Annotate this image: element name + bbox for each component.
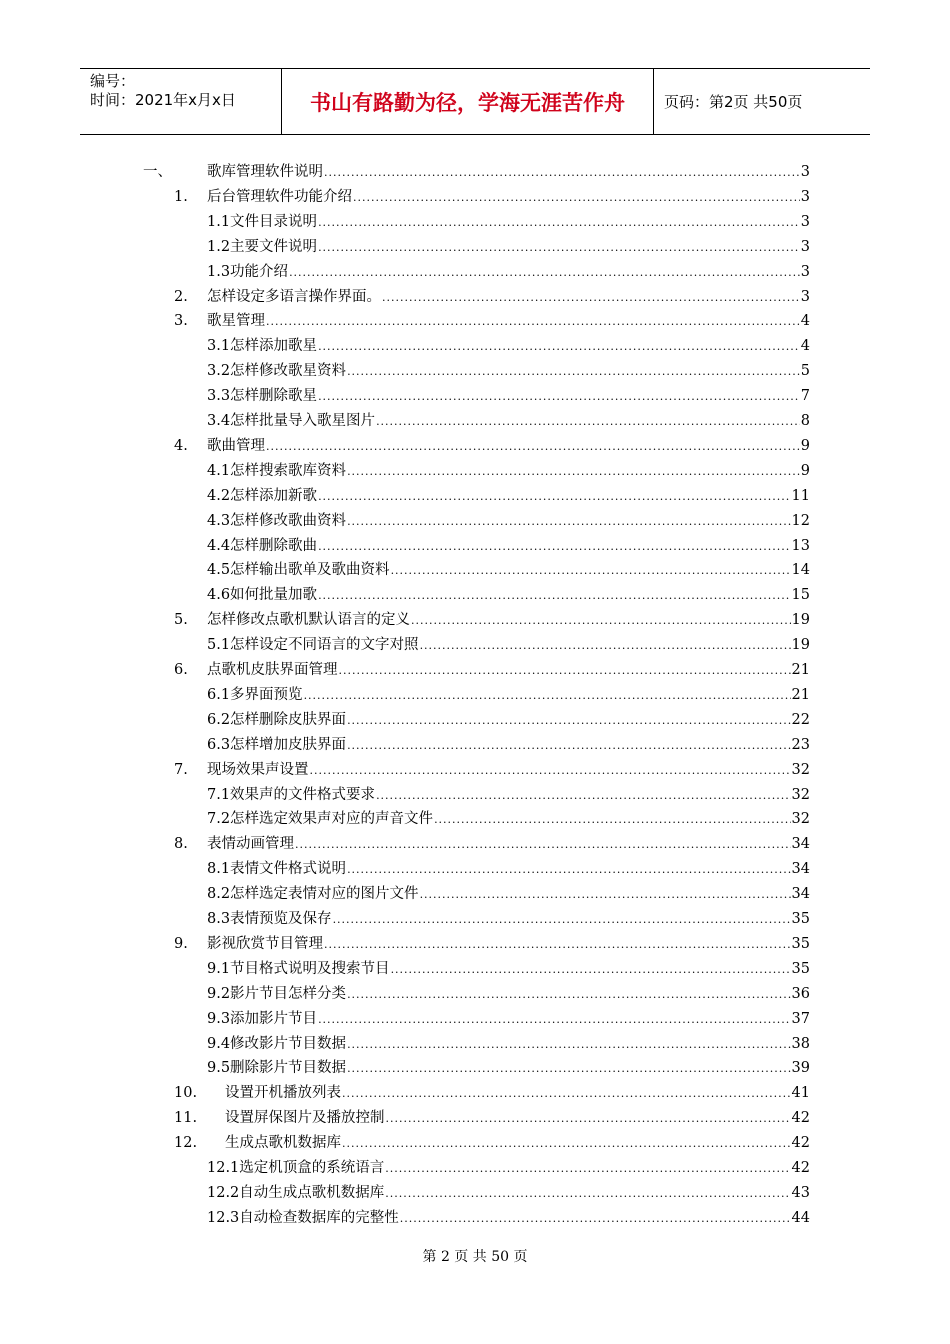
toc-dot-leader [400, 1207, 791, 1231]
toc-entry-title: 3.4怎样批量导入歌星图片 [207, 413, 376, 429]
toc-entry-title: 怎样设定多语言操作界面。 [207, 288, 381, 305]
toc-entry-title: 5.1怎样设定不同语言的文字对照 [207, 637, 419, 654]
toc-entry-title: 1.3功能介绍 [207, 263, 289, 280]
toc-entry-number: 1. [174, 188, 188, 205]
toc-entry-page: 39 [791, 1060, 810, 1077]
toc-dot-leader [386, 1107, 791, 1131]
toc-entry-number: 11. [174, 1110, 198, 1127]
toc-entry[interactable] [0, 783, 950, 807]
toc-entry[interactable] [0, 1032, 950, 1056]
toc-dot-leader [391, 559, 791, 583]
toc-entry-number: 6. [174, 662, 188, 678]
toc-entry-page: 36 [791, 985, 810, 1002]
toc-entry[interactable] [0, 235, 950, 259]
toc-entry-title: 4.3怎样修改歌曲资料 [207, 512, 347, 529]
toc-entry-page: 43 [791, 1184, 810, 1201]
toc-entry-page: 14 [791, 562, 810, 579]
toc-entry-page: 7 [800, 388, 810, 405]
toc-entry-page: 37 [791, 1010, 810, 1027]
toc-dot-leader [324, 933, 791, 957]
document-number-label: 编号： [90, 72, 136, 90]
toc-dot-leader [289, 261, 800, 285]
toc-entry-title: 7.1效果声的文件格式要求 [207, 786, 376, 803]
toc-entry-number: 4. [174, 437, 188, 454]
toc-dot-leader [347, 1057, 790, 1081]
toc-entry-title: 12.2自动生成点歌机数据库 [207, 1184, 385, 1201]
toc-dot-leader [342, 1082, 791, 1106]
toc-entry[interactable] [0, 758, 950, 782]
toc-entry-title: 4.5怎样输出歌单及歌曲资料 [207, 562, 390, 579]
toc-dot-leader [411, 609, 791, 633]
toc-entry[interactable] [0, 1156, 950, 1180]
toc-dot-leader [347, 460, 800, 484]
toc-dot-leader [347, 709, 790, 733]
toc-entry[interactable] [0, 509, 950, 533]
toc-entry-title: 4.1怎样搜索歌库资料 [207, 462, 347, 479]
toc-entry-page: 32 [791, 786, 810, 803]
toc-dot-leader [266, 310, 800, 334]
toc-entry-page: 34 [791, 886, 810, 903]
toc-entry-page: 41 [791, 1085, 810, 1102]
toc-entry[interactable] [0, 285, 950, 309]
toc-entry-title: 9.3添加影片节目 [207, 1010, 318, 1027]
toc-entry-page: 21 [791, 662, 810, 678]
toc-entry-title: 9.4修改影片节目数据 [207, 1035, 347, 1052]
toc-entry-title: 4.6如何批量加歌 [207, 587, 318, 604]
toc-entry-page: 3 [800, 263, 810, 280]
toc-entry-title: 现场效果声设置 [207, 761, 309, 778]
toc-entry[interactable] [0, 210, 950, 234]
toc-entry[interactable] [0, 260, 950, 284]
toc-entry-title: 8.2怎样选定表情对应的图片文件 [207, 886, 419, 903]
toc-entry-page: 5 [800, 363, 810, 380]
toc-dot-leader [434, 808, 790, 832]
toc-entry[interactable] [0, 160, 950, 184]
toc-dot-leader [342, 1132, 791, 1156]
toc-entry[interactable] [0, 658, 950, 682]
toc-dot-leader [318, 385, 800, 409]
toc-dot-leader [310, 759, 791, 783]
toc-entry-page: 32 [791, 811, 810, 828]
toc-entry-page: 3 [800, 238, 810, 255]
toc-entry-page: 38 [791, 1035, 810, 1052]
toc-entry-title: 点歌机皮肤界面管理 [207, 662, 338, 678]
toc-entry-number: 10. [174, 1085, 198, 1102]
toc-dot-leader [376, 784, 790, 808]
toc-entry-page: 35 [791, 935, 810, 952]
toc-entry-page: 19 [791, 612, 810, 629]
toc-entry[interactable] [0, 583, 950, 607]
toc-entry-page: 19 [791, 637, 810, 654]
toc-entry-page: 3 [800, 288, 810, 305]
toc-entry-number: 3. [174, 313, 188, 330]
toc-dot-leader [318, 535, 790, 559]
toc-entry[interactable] [0, 409, 950, 433]
toc-entry-page: 35 [791, 960, 810, 977]
toc-entry-title: 12.3自动检查数据库的完整性 [207, 1209, 399, 1226]
toc-entry-title: 6.3怎样增加皮肤界面 [207, 736, 347, 753]
header-motto: 书山有路勤为径，学海无涯苦作舟 [282, 69, 654, 134]
toc-entry[interactable] [0, 185, 950, 209]
toc-entry-page: 44 [791, 1209, 810, 1226]
toc-entry-page: 13 [791, 537, 810, 554]
toc-entry-page: 12 [791, 512, 810, 529]
toc-entry-page: 11 [791, 487, 810, 504]
toc-entry-page: 42 [791, 1135, 810, 1152]
toc-entry-page: 42 [791, 1160, 810, 1176]
toc-entry[interactable] [0, 1131, 950, 1155]
toc-dot-leader [347, 360, 800, 384]
toc-entry-title: 生成点歌机数据库 [225, 1135, 341, 1152]
toc-entry-page: 9 [800, 462, 810, 479]
toc-entry-title: 9.2影片节目怎样分类 [207, 985, 347, 1002]
toc-entry-title: 12.1选定机顶盒的系统语言 [207, 1160, 385, 1176]
toc-dot-leader [318, 485, 790, 509]
toc-entry-number: 8. [174, 836, 188, 853]
toc-entry[interactable] [0, 459, 950, 483]
toc-entry[interactable] [0, 484, 950, 508]
toc-dot-leader [266, 435, 800, 459]
toc-entry[interactable] [0, 359, 950, 383]
toc-entry[interactable] [0, 832, 950, 856]
toc-entry-title: 影视欣赏节目管理 [207, 935, 323, 952]
toc-entry-title: 3.2怎样修改歌星资料 [207, 363, 347, 380]
toc-entry-page: 35 [791, 911, 810, 927]
toc-dot-leader [347, 858, 790, 882]
toc-dot-leader [347, 510, 790, 534]
toc-entry[interactable] [0, 558, 950, 582]
toc-entry-page: 15 [791, 587, 810, 604]
toc-entry[interactable] [0, 807, 950, 831]
document-time-label: 时间：2021年x月x日 [90, 91, 236, 109]
toc-entry-title: 设置开机播放列表 [225, 1085, 341, 1102]
header-meta [80, 69, 282, 134]
toc-entry[interactable] [0, 1181, 950, 1205]
toc-entry-title: 6.1多界面预览 [207, 686, 303, 703]
toc-dot-leader [318, 211, 800, 235]
toc-entry[interactable] [0, 1206, 950, 1230]
toc-entry-title: 歌库管理软件说明 [207, 164, 323, 180]
toc-dot-leader [420, 634, 791, 658]
toc-entry[interactable] [0, 683, 950, 707]
toc-entry-title: 后台管理软件功能介绍 [207, 188, 352, 205]
toc-entry[interactable] [0, 1081, 950, 1105]
toc-entry[interactable] [0, 309, 950, 333]
header-page-label: 页码：第2页 共50页 [664, 93, 803, 111]
toc-entry-page: 4 [800, 338, 810, 355]
toc-dot-leader [339, 659, 791, 683]
toc-entry-number: 5. [174, 612, 188, 629]
toc-dot-leader [353, 186, 800, 210]
page-header [80, 68, 870, 135]
toc-dot-leader [318, 236, 800, 260]
toc-entry-title: 1.1文件目录说明 [207, 213, 318, 230]
toc-dot-leader [376, 410, 800, 434]
toc-entry[interactable] [0, 708, 950, 732]
toc-entry-page: 23 [791, 736, 810, 753]
toc-entry-title: 4.2怎样添加新歌 [207, 487, 318, 504]
toc-entry[interactable] [0, 608, 950, 632]
toc-dot-leader [385, 1157, 790, 1181]
toc-entry-page: 21 [791, 686, 810, 703]
toc-entry-page: 3 [800, 188, 810, 205]
toc-dot-leader [391, 958, 791, 982]
toc-entry-title: 8.3表情预览及保存 [207, 911, 332, 927]
toc-dot-leader [347, 983, 790, 1007]
toc-entry-title: 7.2怎样选定效果声对应的声音文件 [207, 811, 434, 828]
toc-entry[interactable] [0, 907, 950, 931]
toc-entry-title: 设置屏保图片及播放控制 [225, 1110, 385, 1127]
toc-dot-leader [385, 1182, 790, 1206]
toc-entry[interactable] [0, 1056, 950, 1080]
toc-entry[interactable] [0, 932, 950, 956]
toc-entry[interactable] [0, 534, 950, 558]
toc-dot-leader [318, 335, 800, 359]
toc-entry-title: 歌星管理 [207, 313, 265, 330]
toc-entry[interactable] [0, 957, 950, 981]
toc-entry[interactable] [0, 857, 950, 881]
toc-entry-number: 9. [174, 935, 188, 952]
toc-entry-page: 4 [800, 313, 810, 330]
toc-entry-number: 12. [174, 1135, 198, 1152]
toc-dot-leader [333, 908, 791, 932]
toc-dot-leader [295, 833, 791, 857]
toc-entry[interactable] [0, 434, 950, 458]
toc-entry[interactable] [0, 384, 950, 408]
toc-entry-page: 3 [800, 164, 810, 180]
toc-entry[interactable] [0, 633, 950, 657]
toc-entry-title: 1.2主要文件说明 [207, 238, 318, 255]
toc-entry[interactable] [0, 334, 950, 358]
toc-dot-leader [347, 734, 790, 758]
toc-entry-number: 2. [174, 288, 188, 305]
toc-entry-title: 怎样修改点歌机默认语言的定义 [207, 612, 410, 629]
toc-dot-leader [304, 684, 791, 708]
page-footer: 第 2 页 共 50 页 [422, 1249, 528, 1265]
toc-entry-title: 8.1表情文件格式说明 [207, 861, 347, 878]
toc-entry-title: 3.1怎样添加歌星 [207, 338, 318, 355]
toc-entry-title: 9.1节目格式说明及搜索节目 [207, 960, 390, 977]
toc-dot-leader [318, 1008, 790, 1032]
toc-entry-title: 6.2怎样删除皮肤界面 [207, 711, 347, 728]
toc-dot-leader [324, 161, 800, 185]
toc-entry[interactable] [0, 982, 950, 1006]
toc-entry-title: 9.5删除影片节目数据 [207, 1060, 347, 1077]
toc-dot-leader [347, 1033, 790, 1057]
toc-entry[interactable] [0, 733, 950, 757]
toc-entry-title: 歌曲管理 [207, 437, 265, 454]
toc-entry-page: 22 [791, 711, 810, 728]
toc-entry-page: 34 [791, 861, 810, 878]
toc-entry-title: 4.4怎样删除歌曲 [207, 537, 318, 554]
toc-dot-leader [420, 883, 791, 907]
toc-entry-page: 8 [800, 413, 810, 429]
toc-entry-page: 34 [791, 836, 810, 853]
toc-entry[interactable] [0, 882, 950, 906]
toc-entry-title: 表情动画管理 [207, 836, 294, 853]
toc-dot-leader [382, 286, 800, 310]
toc-entry-page: 32 [791, 761, 810, 778]
toc-entry[interactable] [0, 1007, 950, 1031]
toc-entry-number: 一、 [143, 164, 172, 180]
toc-entry-page: 9 [800, 437, 810, 454]
toc-entry-page: 42 [791, 1110, 810, 1127]
toc-entry[interactable] [0, 1106, 950, 1130]
toc-entry-title: 3.3怎样删除歌星 [207, 388, 318, 405]
toc-dot-leader [318, 584, 790, 608]
toc-entry-number: 7. [174, 761, 188, 778]
toc-entry-page: 3 [800, 213, 810, 230]
